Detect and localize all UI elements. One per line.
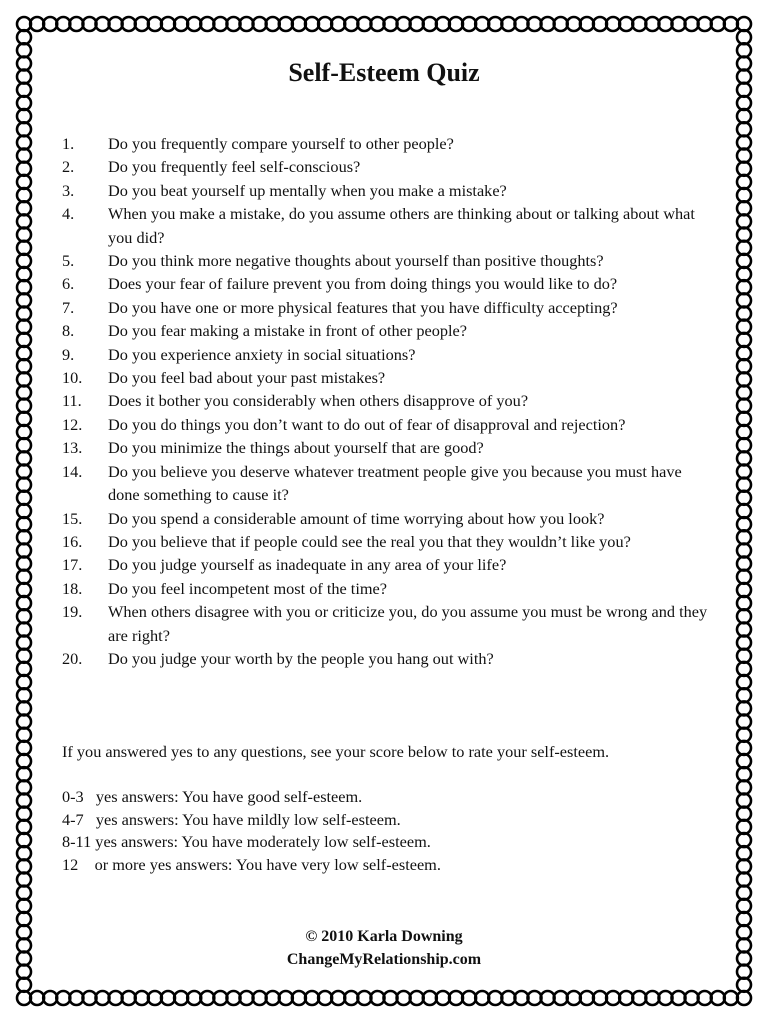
question-number: 7. bbox=[62, 297, 75, 317]
question-number: 10. bbox=[62, 368, 83, 388]
question-text: Do you feel incompetent most of the time? bbox=[108, 578, 387, 598]
question-number: 6. bbox=[62, 274, 75, 294]
question-number: 4. bbox=[62, 204, 75, 224]
question-text: Do you feel bad about your past mistakes? bbox=[108, 368, 386, 388]
question-number: 1. bbox=[62, 134, 75, 153]
question-number: 5. bbox=[62, 251, 75, 271]
question-number: 17. bbox=[62, 555, 83, 575]
question-item bbox=[62, 507, 712, 530]
question-text: Do you beat yourself up mentally when you make a mistake? bbox=[108, 180, 507, 200]
question-number: 8. bbox=[62, 321, 75, 341]
question-text: Do you frequently feel self-conscious? bbox=[108, 157, 361, 177]
question-item bbox=[62, 460, 712, 507]
question-number: 15. bbox=[62, 508, 83, 528]
question-item bbox=[62, 436, 712, 459]
question-number: 14. bbox=[62, 461, 83, 481]
question-number: 3. bbox=[62, 180, 75, 200]
question-item bbox=[62, 296, 712, 319]
question-number: 11. bbox=[62, 391, 82, 411]
question-text: Do you spend a considerable amount of time worrying about how you look? bbox=[108, 508, 605, 528]
question-number: 9. bbox=[62, 344, 75, 364]
footer bbox=[0, 926, 768, 971]
question-item bbox=[62, 647, 712, 670]
question-text: When others disagree with you or criticize you, do you assume you must be wrong and they are right? bbox=[108, 602, 708, 645]
question-item bbox=[62, 343, 712, 366]
question-text: Do you judge yourself as inadequate in any area of your life? bbox=[108, 555, 507, 575]
question-item bbox=[62, 132, 712, 155]
question-text: Do you experience anxiety in social situations? bbox=[108, 344, 416, 364]
question-text: Do you believe you deserve whatever treatment people give you because you must have done something to cause it? bbox=[108, 461, 682, 505]
question-number: 18. bbox=[62, 578, 83, 598]
question-item bbox=[62, 389, 712, 412]
question-item bbox=[62, 577, 712, 600]
website-text: ChangeMyRelationship.com bbox=[286, 950, 482, 968]
question-text: Does it bother you considerably when others disapprove of you? bbox=[108, 391, 529, 411]
question-item bbox=[62, 249, 712, 272]
score-line: 0-3 yes answers: You have good self-esteem. bbox=[62, 787, 363, 806]
page-title: Self-Esteem Quiz bbox=[288, 58, 480, 87]
question-item bbox=[62, 366, 712, 389]
score-line: 8-11 yes answers: You have moderately low self-esteem. bbox=[62, 832, 431, 852]
question-item bbox=[62, 272, 712, 295]
score-line: 12 or more yes answers: You have very low self-esteem. bbox=[62, 854, 441, 874]
question-number: 20. bbox=[62, 648, 83, 668]
question-item bbox=[62, 319, 712, 342]
question-item bbox=[62, 155, 712, 178]
question-text: Do you judge your worth by the people you hang out with? bbox=[108, 648, 494, 668]
question-text: Do you believe that if people could see the real you that they wouldn’t like you? bbox=[108, 531, 631, 551]
copyright-text: © 2010 Karla Downing bbox=[305, 928, 463, 945]
question-list bbox=[62, 132, 712, 670]
question-item bbox=[62, 413, 712, 436]
scoring-instruction: If you answered yes to any questions, see your score below to rate your self-esteem. bbox=[62, 742, 610, 761]
question-number: 16. bbox=[62, 531, 83, 551]
question-item bbox=[62, 179, 712, 202]
score-key bbox=[62, 786, 712, 876]
score-line: 4-7 yes answers: You have mildly low self-esteem. bbox=[62, 809, 401, 829]
question-text: Do you minimize the things about yourself that are good? bbox=[108, 438, 484, 458]
question-number: 19. bbox=[62, 602, 83, 622]
question-text: Do you do things you don’t want to do out of fear of disapproval and rejection? bbox=[108, 414, 626, 434]
question-item bbox=[62, 553, 712, 576]
question-number: 12. bbox=[62, 414, 83, 434]
question-text: Does your fear of failure prevent you from doing things you would like to do? bbox=[108, 274, 618, 294]
question-item bbox=[62, 530, 712, 553]
question-text: Do you think more negative thoughts about yourself than positive thoughts? bbox=[108, 251, 604, 271]
question-item bbox=[62, 202, 712, 249]
question-number: 2. bbox=[62, 157, 75, 177]
question-number: 13. bbox=[62, 438, 83, 458]
question-text: Do you frequently compare yourself to other people? bbox=[108, 134, 454, 153]
question-item bbox=[62, 600, 712, 647]
question-text: Do you fear making a mistake in front of other people? bbox=[108, 321, 467, 341]
question-text: When you make a mistake, do you assume others are thinking about or talking about what you did? bbox=[108, 204, 695, 247]
question-text: Do you have one or more physical features that you have difficulty accepting? bbox=[108, 297, 618, 317]
